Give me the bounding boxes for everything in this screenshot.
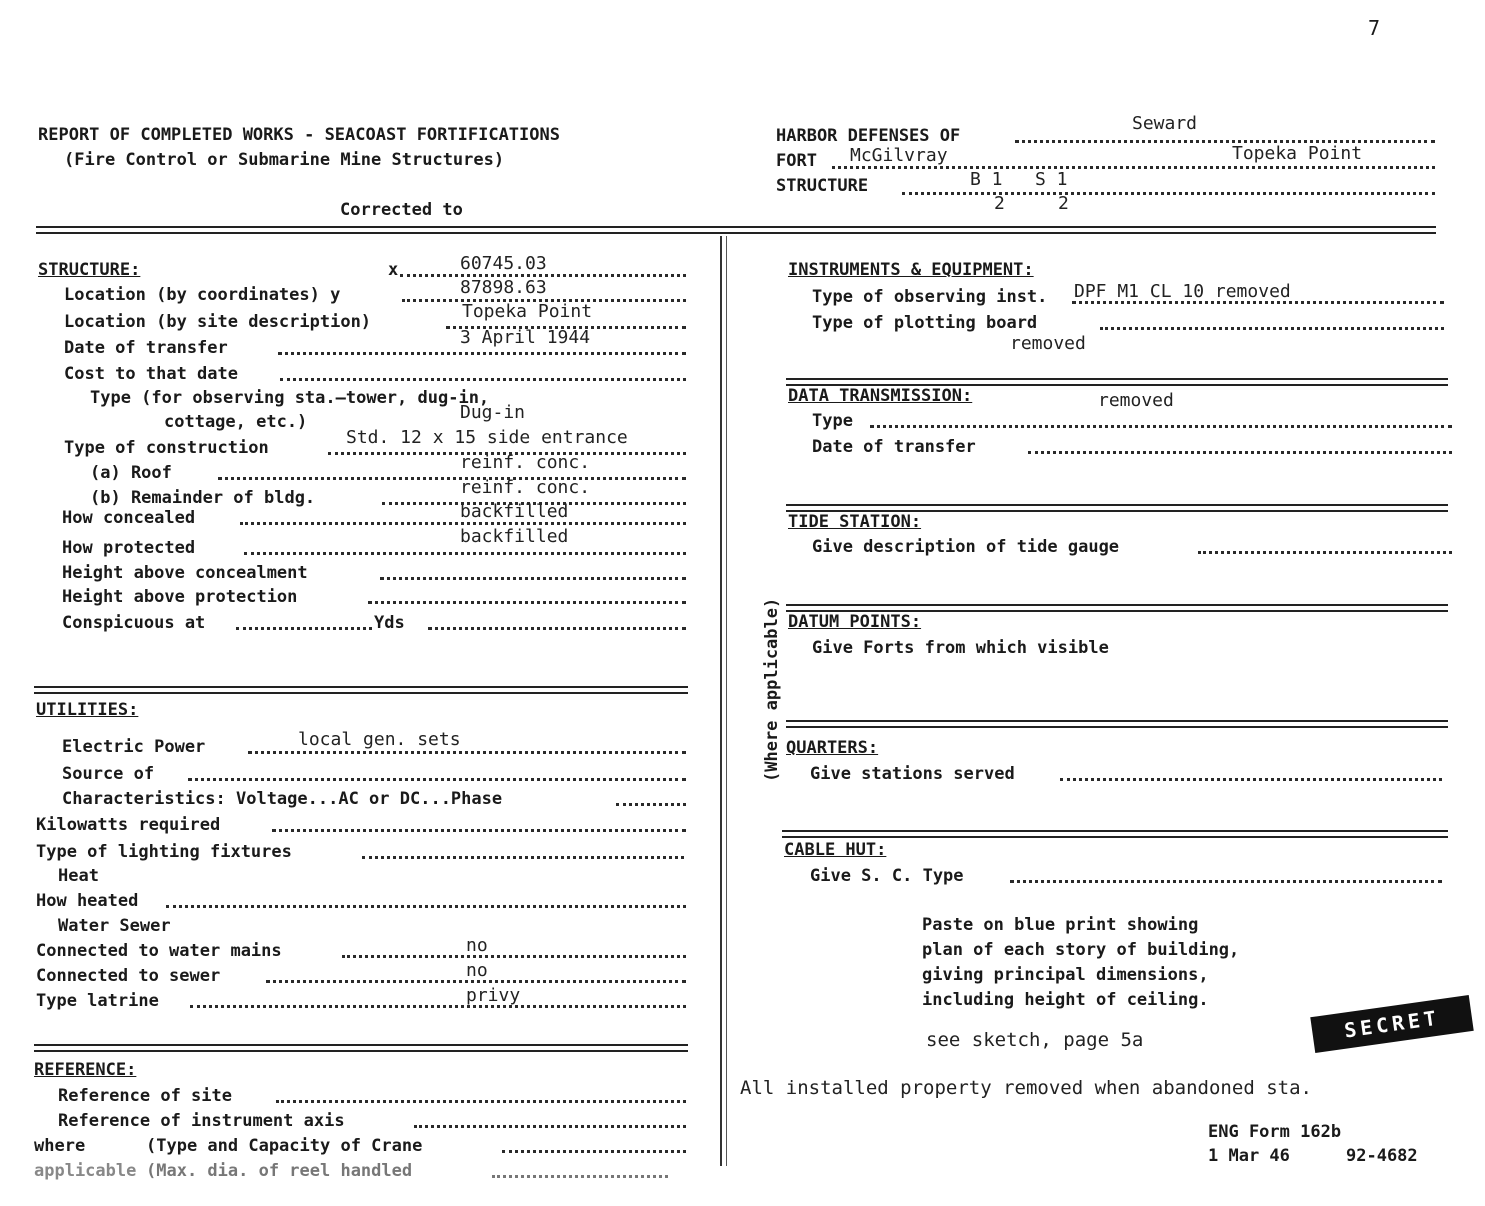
water-mains-label: Connected to water mains xyxy=(36,941,282,961)
blueprint-line-1: Paste on blue print showing xyxy=(922,915,1199,935)
cable-hut-rule xyxy=(782,830,1448,838)
where-label: where xyxy=(34,1136,86,1156)
protected-dots xyxy=(244,552,686,555)
structure-label: STRUCTURE xyxy=(776,176,869,196)
structure-b: B 1 xyxy=(970,169,1003,190)
conspicuous-label: Conspicuous at xyxy=(62,613,206,633)
plotting-value: removed xyxy=(1010,333,1086,354)
observing-value: DPF M1 CL 10 removed xyxy=(1074,281,1291,302)
latrine-dots xyxy=(190,1005,686,1008)
heat-label: Heat xyxy=(58,866,99,886)
column-divider xyxy=(720,236,722,1166)
height-protection-label: Height above protection xyxy=(62,587,298,607)
ref-site-dots xyxy=(276,1100,686,1103)
protected-label: How protected xyxy=(62,538,196,558)
fort-dots xyxy=(832,166,1435,169)
water-mains-value: no xyxy=(466,935,488,956)
removed-note: All installed property removed when abandoned sta. xyxy=(740,1077,1312,1099)
date-transfer-label: Date of transfer xyxy=(64,338,228,358)
remainder-value: reinf. conc. xyxy=(460,477,591,498)
date-transfer-value: 3 April 1944 xyxy=(460,327,591,348)
concealed-dots xyxy=(240,522,686,525)
dt-type-dots xyxy=(870,425,1452,428)
date-transfer-dots xyxy=(278,352,686,355)
report-title: REPORT OF COMPLETED WORKS - SEACOAST FORTIFICATIONS xyxy=(38,125,560,145)
dt-date-label: Date of transfer xyxy=(812,437,976,457)
location-site-label: Location (by site description) xyxy=(64,312,372,332)
type-value: Dug-in xyxy=(460,402,526,423)
concealed-value: backfilled xyxy=(460,501,569,522)
x-value: 60745.03 xyxy=(460,253,547,274)
utilities-rule xyxy=(34,686,688,694)
tide-gauge-dots xyxy=(1198,551,1452,554)
quarters-stations-dots xyxy=(1060,778,1442,781)
structure-dots xyxy=(902,192,1435,195)
x-label: x xyxy=(388,260,399,280)
reel-dots xyxy=(492,1175,668,1178)
structure-heading: STRUCTURE: xyxy=(38,260,141,280)
sketch-note: see sketch, page 5a xyxy=(926,1029,1144,1051)
structure-s-sub: 2 xyxy=(1058,193,1069,214)
conspicuous-unit: Yds xyxy=(374,613,405,633)
sewer-value: no xyxy=(466,960,488,981)
y-value: 87898.63 xyxy=(460,277,547,298)
reference-rule xyxy=(34,1044,688,1052)
source-dots xyxy=(188,778,686,781)
form-number: 92-4682 xyxy=(1346,1146,1418,1166)
lighting-label: Type of lighting fixtures xyxy=(36,842,292,862)
electric-dots xyxy=(248,751,686,754)
applicable-label: applicable xyxy=(34,1161,137,1181)
location-site-value: Topeka Point xyxy=(462,301,593,322)
page-number: 7 xyxy=(1368,16,1381,40)
data-transmission-value: removed xyxy=(1098,390,1174,411)
reference-heading: REFERENCE: xyxy=(34,1060,137,1080)
blueprint-line-3: giving principal dimensions, xyxy=(922,965,1209,985)
sewer-label: Connected to sewer xyxy=(36,966,221,986)
quarters-heading: QUARTERS: xyxy=(786,738,879,758)
cable-hut-heading: CABLE HUT: xyxy=(784,840,887,860)
utilities-heading: UTILITIES: xyxy=(36,700,139,720)
kilowatts-label: Kilowatts required xyxy=(36,815,221,835)
roof-dots xyxy=(218,477,686,480)
heated-label: How heated xyxy=(36,891,139,911)
report-subtitle: (Fire Control or Submarine Mine Structures) xyxy=(64,150,505,170)
cable-hut-type-dots xyxy=(1010,880,1442,883)
remainder-label: (b) Remainder of bldg. xyxy=(90,488,316,508)
datum-points-heading: DATUM POINTS: xyxy=(788,612,922,632)
ref-axis-label: Reference of instrument axis xyxy=(58,1111,345,1131)
observing-label: Type of observing inst. xyxy=(812,287,1048,307)
kilowatts-dots xyxy=(272,829,686,832)
crane-label: (Type and Capacity of Crane xyxy=(146,1136,423,1156)
type-label-2: cottage, etc.) xyxy=(164,412,308,432)
conspicuous-dots-2 xyxy=(428,627,686,630)
concealed-label: How concealed xyxy=(62,508,196,528)
data-transmission-rule xyxy=(786,378,1448,386)
fort-label: FORT xyxy=(776,151,817,171)
height-concealment-dots xyxy=(380,577,686,580)
data-transmission-heading: DATA TRANSMISSION: xyxy=(788,386,973,406)
quarters-rule xyxy=(786,720,1448,728)
column-divider-2 xyxy=(726,236,727,1166)
tide-station-heading: TIDE STATION: xyxy=(788,512,922,532)
water-sewer-label: Water Sewer xyxy=(58,916,171,936)
cost-dots xyxy=(280,378,686,381)
location-coords-label: Location (by coordinates) y xyxy=(64,285,341,305)
quarters-stations-label: Give stations served xyxy=(810,764,1015,784)
type-label-1: Type (for observing sta.—tower, dug-in, xyxy=(90,388,490,408)
roof-label: (a) Roof xyxy=(90,463,172,483)
characteristics-dots xyxy=(616,803,686,806)
ref-axis-dots xyxy=(414,1125,686,1128)
cable-hut-type-label: Give S. C. Type xyxy=(810,866,964,886)
form-name: ENG Form 162b xyxy=(1208,1122,1342,1142)
conspicuous-dots-1 xyxy=(236,627,372,630)
construction-label: Type of construction xyxy=(64,438,269,458)
form-date: 1 Mar 46 xyxy=(1208,1146,1290,1166)
characteristics-label: Characteristics: Voltage...AC or DC...Phase xyxy=(62,789,503,809)
dt-type-label: Type xyxy=(812,411,853,431)
lighting-dots xyxy=(362,856,684,859)
harbor-dots xyxy=(1015,140,1435,143)
fort-value: McGilvray xyxy=(850,145,948,166)
tide-station-rule xyxy=(786,504,1448,512)
blueprint-line-2: plan of each story of building, xyxy=(922,940,1240,960)
height-concealment-label: Height above concealment xyxy=(62,563,308,583)
source-label: Source of xyxy=(62,764,155,784)
plotting-label: Type of plotting board xyxy=(812,313,1038,333)
where-applicable-note: (Where applicable) xyxy=(762,597,782,782)
crane-dots xyxy=(502,1150,686,1153)
harbor-value: Seward xyxy=(1132,113,1198,134)
latrine-value: privy xyxy=(466,985,521,1006)
header-rule xyxy=(36,226,1436,234)
latrine-label: Type latrine xyxy=(36,991,159,1011)
tide-gauge-label: Give description of tide gauge xyxy=(812,537,1120,557)
water-mains-dots xyxy=(342,955,686,958)
electric-value: local gen. sets xyxy=(298,729,461,750)
height-protection-dots xyxy=(368,601,686,604)
roof-value: reinf. conc. xyxy=(460,452,591,473)
cost-label: Cost to that date xyxy=(64,364,238,384)
construction-value: Std. 12 x 15 side entrance xyxy=(346,427,628,448)
electric-label: Electric Power xyxy=(62,737,206,757)
corrected-to-label: Corrected to xyxy=(340,200,463,220)
blueprint-line-4: including height of ceiling. xyxy=(922,990,1209,1010)
fort-location: Topeka Point xyxy=(1232,143,1363,164)
structure-s: S 1 xyxy=(1035,169,1068,190)
plotting-dots xyxy=(1100,327,1444,330)
dt-date-dots xyxy=(1028,451,1452,454)
structure-b-sub: 2 xyxy=(994,193,1005,214)
ref-site-label: Reference of site xyxy=(58,1086,232,1106)
instruments-heading: INSTRUMENTS & EQUIPMENT: xyxy=(788,260,1034,280)
harbor-defenses-label: HARBOR DEFENSES OF xyxy=(776,126,961,146)
secret-stamp: SECRET xyxy=(1310,995,1473,1053)
heated-dots xyxy=(166,905,686,908)
datum-forts-label: Give Forts from which visible xyxy=(812,638,1109,658)
reel-label: (Max. dia. of reel handled xyxy=(146,1161,413,1181)
datum-points-rule xyxy=(786,604,1448,612)
protected-value: backfilled xyxy=(460,526,569,547)
